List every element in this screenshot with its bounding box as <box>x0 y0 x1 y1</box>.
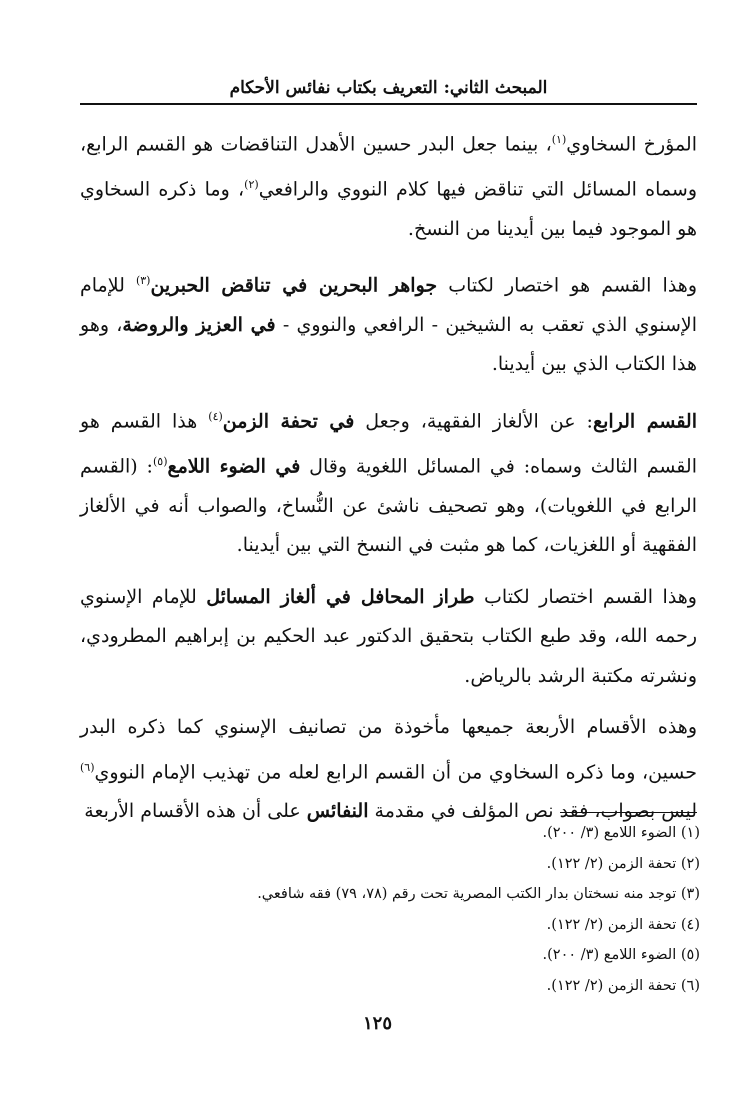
footnote-ref-4: (٤) <box>208 409 223 423</box>
footnote-ref-3: (٣) <box>135 274 151 288</box>
footnote-ref-2: (٢) <box>244 177 259 191</box>
footnote-ref-1: (١) <box>551 133 567 146</box>
footnote-3: (٣) توجد منه نسختان بدار الكتب المصرية تحت رقم (٧٨، ٧٩) فقه شافعي. <box>257 886 700 902</box>
book-title-tuhfa: في تحفة الزمن <box>222 410 355 433</box>
footnote-1: (١) الضوء اللامع (٣/ ٢٠٠). <box>542 825 700 841</box>
paragraph-4: وهذا القسم اختصار لكتاب طراز المحافل في ألغاز المسائل للإمام الإسنوي رحمه الله، وقد طبع الكتاب بتحقيق الدكتور عبد الحكيم بن إبراهيم المطرودي، ونشرته مكتبة الرشد بالرياض. <box>80 585 697 687</box>
book-title-tiraz: طراز المحافل في ألغاز المسائل <box>206 585 475 608</box>
footnote-2: (٢) تحفة الزمن (٢/ ١٢٢). <box>546 855 700 872</box>
book-title-nafais: النفائس <box>306 800 369 823</box>
page-number: ١٢٥ <box>362 1013 392 1034</box>
footnote-divider <box>560 812 697 813</box>
footnote-ref-6: (٦) <box>80 760 95 774</box>
main-text <box>80 120 697 844</box>
footnotes <box>80 818 700 1001</box>
paragraph-1: المؤرخ السخاوي$^{(١)}$، بينما جعل البدر حسين الأهدل التناقضات هو القسم الرابع، وسماه المسائل التي تناقض فيها كلام النووي والرافعي$^{(٢)}$، وما ذكره السخاوي هو الموجود فيما بين أيدينا من النسخ. <box>80 133 697 240</box>
header-divider <box>80 103 697 105</box>
book-title-jawahir: جواهر البحرين في تناقض الحبرين <box>150 274 438 297</box>
footnote-5: (٥) الضوء اللامع (٣/ ٢٠٠). <box>542 947 700 963</box>
running-header: المبحث الثاني: التعريف بكتاب نفائس الأحكام <box>229 78 548 98</box>
footnote-4: (٤) تحفة الزمن (٢/ ١٢٢). <box>546 916 700 933</box>
book-title-daw: في الضوء اللامع <box>167 455 301 478</box>
footnote-ref-5: (٥) <box>152 454 168 468</box>
footnote-6: (٦) تحفة الزمن (٢/ ١٢٢). <box>546 977 700 994</box>
paragraph-2: وهذا القسم هو اختصار لكتاب جواهر البحرين في تناقض الحبرين$^{(٣)}$ للإمام الإسنوي الذي تعقب به الشيخين - الرافعي والنووي - في العزيز والروضة، وهو هذا الكتاب الذي بين أيدينا. <box>80 274 697 376</box>
paragraph-5: وهذه الأقسام الأربعة جميعها مأخوذة من تصانيف الإسنوي كما ذكره البدر حسين، وما ذكره السخاوي من أن القسم الرابع لعله من تهذيب الإمام النووي$^{(٦)}$ ليس بصواب، فقد نص المؤلف في مقدمة النفائس على أن هذه الأقسام الأربعة <box>80 716 697 823</box>
paragraph-3: القسم الرابع: عن الألغاز الفقهية، وجعل في تحفة الزمن$^{(٤)}$ هذا القسم هو القسم الثالث وسماه: في المسائل اللغوية وقال في الضوء اللامع$^{(٥)}$: (القسم الرابع في اللغويات)، وهو تصحيف ناشئ عن النُّساخ، والصواب أنه في الألغاز الفقهية أو اللغزيات، كما هو مثبت في النسخ التي بين أيدينا. <box>80 409 697 557</box>
book-title-aziz-rawda: في العزيز والروضة <box>122 313 276 336</box>
section-label: القسم الرابع <box>592 410 697 433</box>
